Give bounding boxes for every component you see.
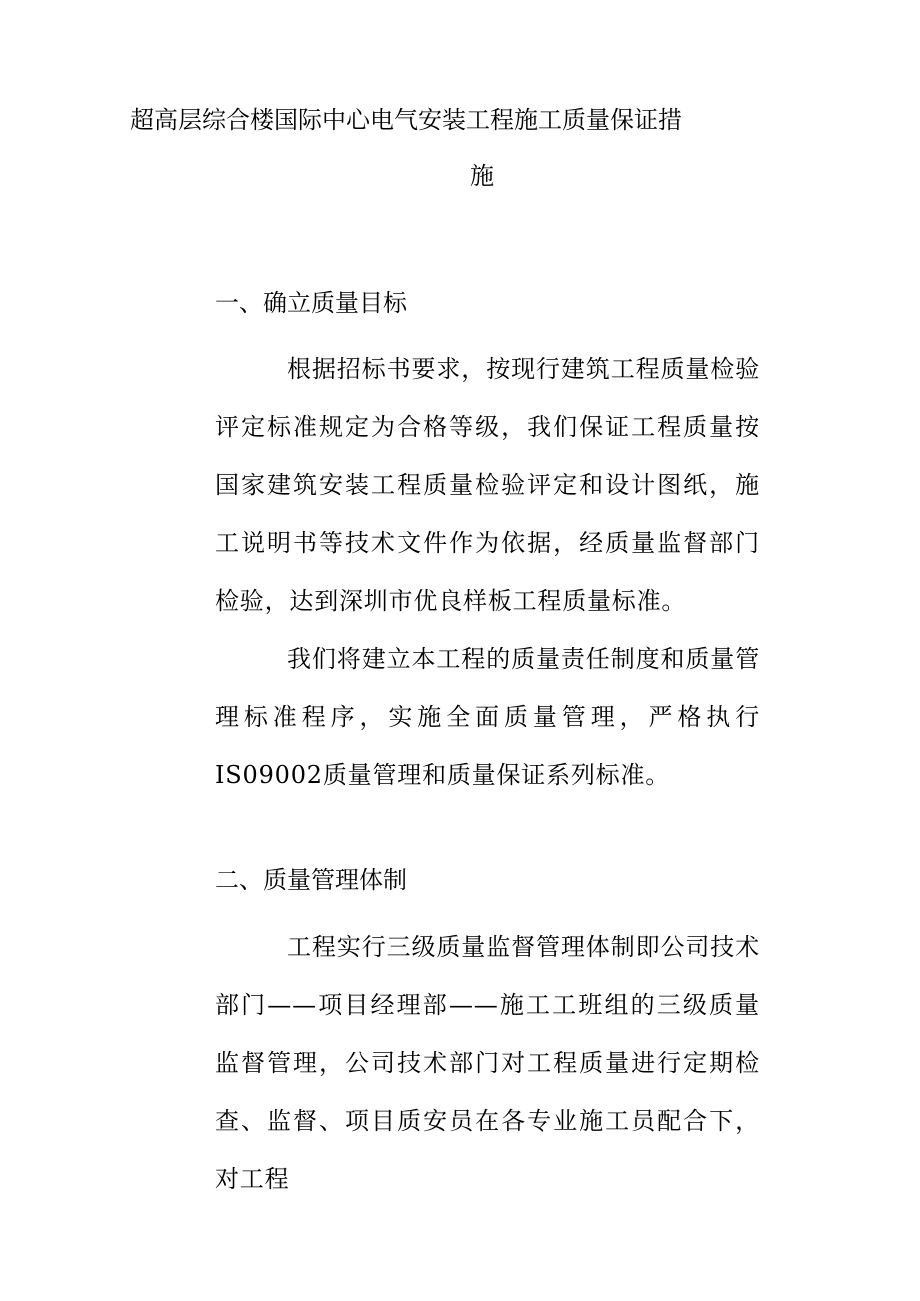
document-title: 超高层综合楼国际中心电气安装工程施工质量保证措: [130, 106, 682, 134]
section-heading-quality-goal: 一、确立质量目标: [215, 289, 407, 317]
paragraph: 工程实行三级质量监督管理体制即公司技术部门——项目经理部——施工工班组的三级质量监督管理，公司技术部门对工程质量进行定期检查、监督、项目质安员在各专业施工员配合下，对工程: [215, 933, 760, 1193]
paragraph: 根据招标书要求，按现行建筑工程质量检验评定标准规定为合格等级，我们保证工程质量按国家建筑安装工程质量检验评定和设计图纸，施工说明书等技术文件作为依据，经质量监督部门检验，达到深圳市优良样板工程质量标准。: [215, 355, 760, 615]
section-heading-quality-management: 二、质量管理体制: [215, 866, 407, 894]
document-title-continuation: 施: [470, 162, 494, 190]
section-body-quality-management: [215, 918, 760, 1208]
paragraph: 我们将建立本工程的质量责任制度和质量管理标准程序，实施全面质量管理，严格执行IS09002质量管理和质量保证系列标准。: [215, 645, 760, 789]
section-body-quality-goal: [215, 340, 760, 804]
